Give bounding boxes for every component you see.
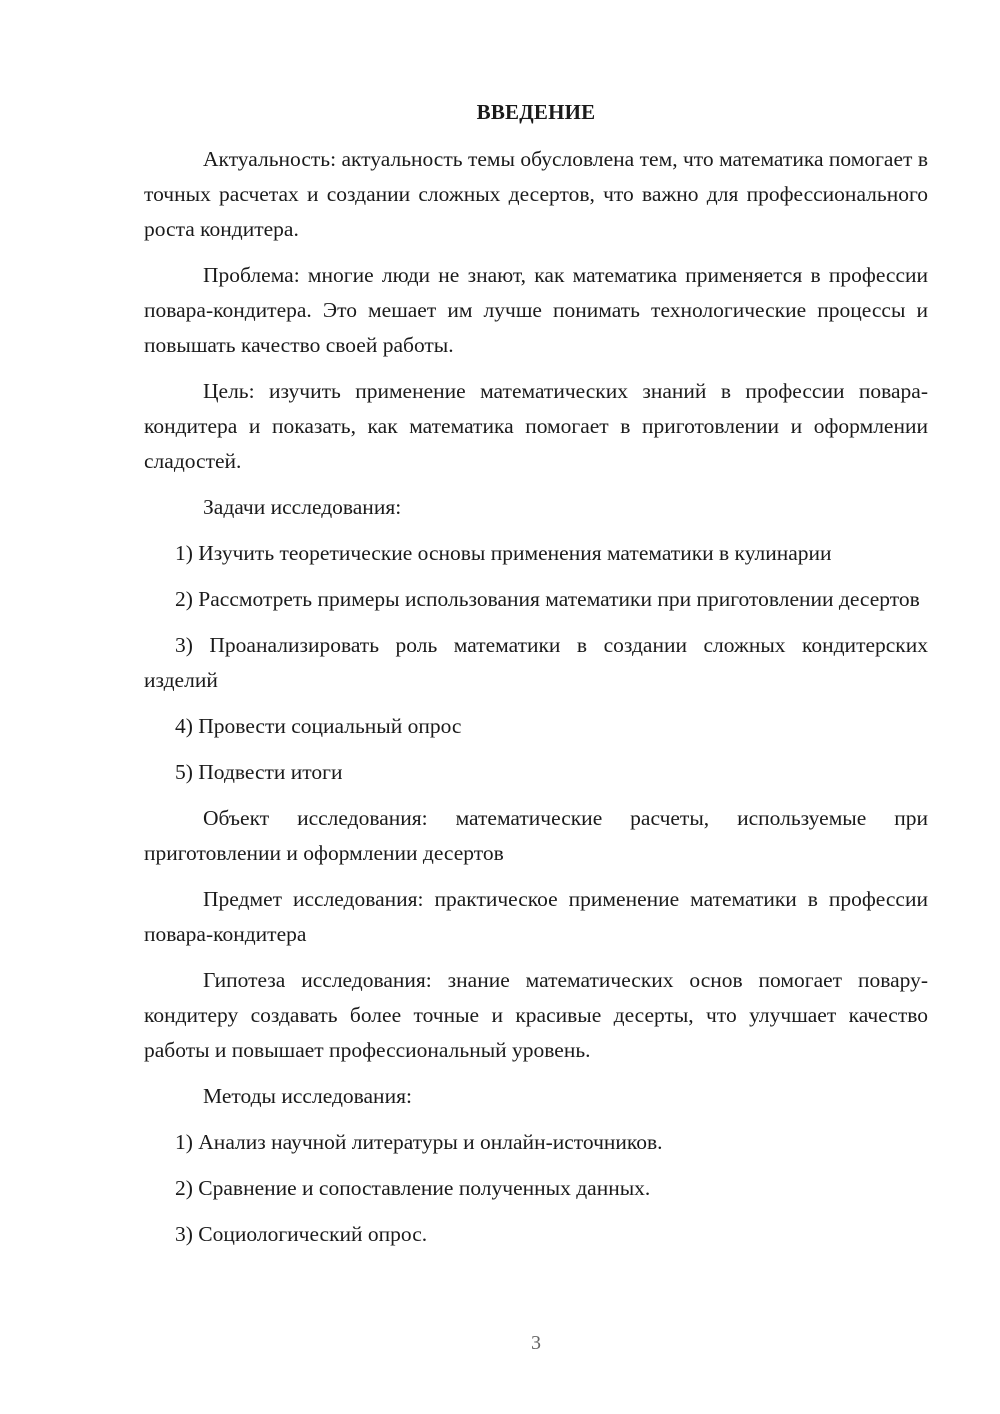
- document-body: [144, 95, 928, 1263]
- goal-paragraph: Цель: изучить применение математических знаний в профессии повара-кондитера и показать, как математика помогает в приготовлении и оформлении сладостей.: [144, 379, 928, 473]
- problem-paragraph: Проблема: многие люди не знают, как математика применяется в профессии повара-кондитера. Это мешает им лучше понимать технологические процессы и повышать качество своей работы.: [144, 263, 928, 357]
- method-item-1: 1) Анализ научной литературы и онлайн-источников.: [175, 1130, 663, 1154]
- task-item-4: 4) Провести социальный опрос: [175, 714, 462, 738]
- task-item-2: 2) Рассмотреть примеры использования математики при приготовлении десертов: [175, 587, 920, 611]
- object-paragraph: Объект исследования: математические расчеты, используемые при приготовлении и оформлении десертов: [144, 806, 928, 865]
- task-item-3: 3) Проанализировать роль математики в создании сложных кондитерских изделий: [144, 633, 928, 692]
- tasks-heading: Задачи исследования:: [203, 495, 402, 519]
- methods-heading: Методы исследования:: [203, 1084, 412, 1108]
- method-item-3: 3) Социологический опрос.: [175, 1222, 428, 1246]
- task-item-5: 5) Подвести итоги: [175, 760, 343, 784]
- method-item-2: 2) Сравнение и сопоставление полученных данных.: [175, 1176, 651, 1200]
- subject-paragraph: Предмет исследования: практическое применение математики в профессии повара-кондитера: [144, 887, 928, 946]
- page-title: ВВЕДЕНИЕ: [476, 100, 596, 124]
- hypothesis-paragraph: Гипотеза исследования: знание математических основ помогает повару-кондитеру создавать более точные и красивые десерты, что улучшает качество работы и повышает профессиональный уровень.: [144, 968, 928, 1062]
- task-item-1: 1) Изучить теоретические основы применения математики в кулинарии: [175, 541, 832, 565]
- page-number: 3: [531, 1332, 541, 1354]
- relevance-paragraph: Актуальность: актуальность темы обусловлена тем, что математика помогает в точных расчетах и создании сложных десертов, что важно для профессионального роста кондитера.: [144, 147, 928, 241]
